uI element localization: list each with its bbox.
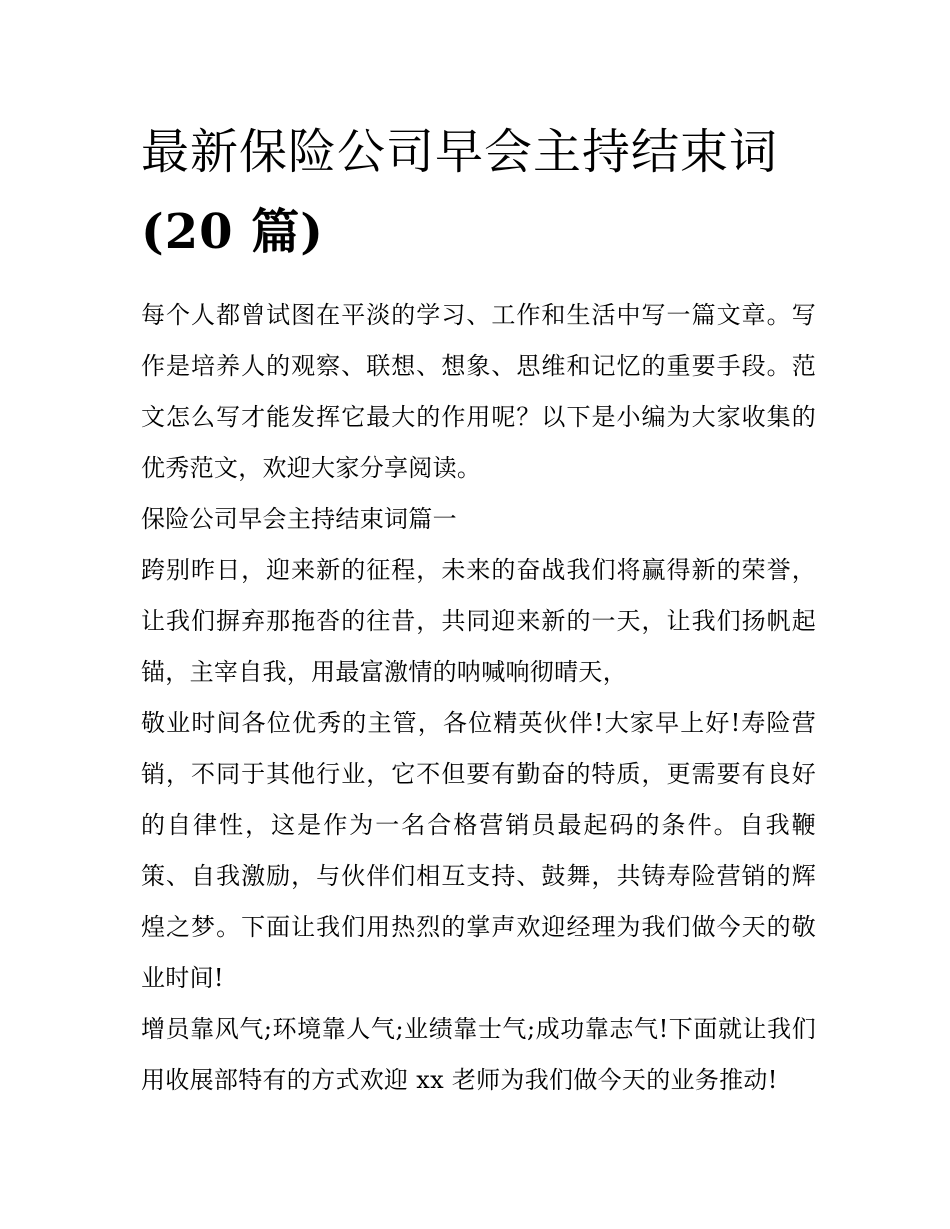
title-line-1: 最新保险公司早会主持结束词 [141,124,779,180]
body-paragraph-3: 增员靠风气;环境靠人气;业绩靠士气;成功靠志气!下面就让我们用收展部特有的方式欢迎 xx 老师为我们做今天的业务推动! [141,1015,816,1094]
document-title [141,112,816,272]
section-heading: 保险公司早会主持结束词篇一 [141,505,457,533]
title-line-2: (20 篇) [141,204,324,260]
intro-paragraph: 每个人都曾试图在平淡的学习、工作和生活中写一篇文章。写作是培养人的观察、联想、想象、思维和记忆的重要手段。范文怎么写才能发挥它最大的作用呢？以下是小编为大家收集的优秀范文，欢迎大家分享阅读。 [141,301,816,482]
document-content [141,112,816,1106]
body-paragraph-2: 敬业时间各位优秀的主管，各位精英伙伴!大家早上好!寿险营销，不同于其他行业，它不但要有勤奋的特质，更需要有良好的自律性，这是作为一名合格营销员最起码的条件。自我鞭策、自我激励，与伙伴们相互支持、鼓舞，共铸寿险营销的辉煌之梦。下面让我们用热烈的掌声欢迎经理为我们做今天的敬业时间! [141,709,816,992]
body-paragraph-1: 跨别昨日，迎来新的征程，未来的奋战我们将赢得新的荣誉，让我们摒弃那拖沓的往昔，共同迎来新的一天，让我们扬帆起锚，主宰自我，用最富激情的呐喊响彻晴天， [141,556,816,686]
